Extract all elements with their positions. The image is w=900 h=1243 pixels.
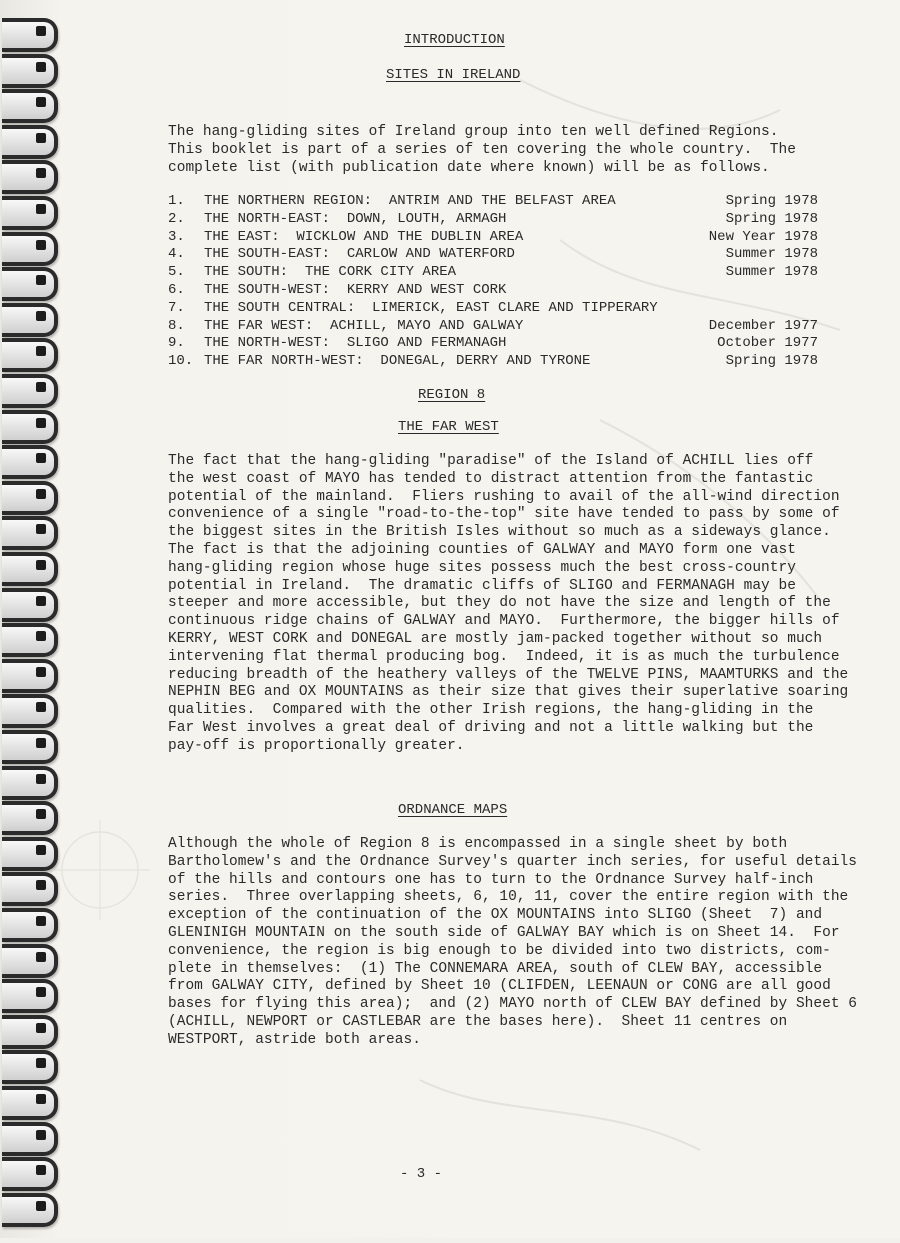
region-date: Spring 1978 [725,210,818,227]
intro-paragraph: The hang-gliding sites of Ireland group into ten well defined Regions. This booklet is part of a series of ten covering the whole country. The complete list (with publication date where known) will be as follows. [168,124,796,176]
ordnance-maps-paragraph: Although the whole of Region 8 is encompassed in a single sheet by both Bartholomew's and the Ordnance Survey's quarter inch series, for useful details of the hills and contours one has to turn to the Ordnance Survey half-inch series. Three overlapping sheets, 6, 10, 11, cover the entire region with the exception of the continuation of the OX MOUNTAINS into SLIGO (Sheet 7) and GLENINIGH MOUNTAIN on the south side of GALWAY BAY which is on Sheet 14. For convenience, the region is big enough to be divided into two districts, com- plete in themselves: (1) The CONNEMARA AREA, south of CLEW BAY, accessible from GALWAY CITY, defined by Sheet 10 (CLIFDEN, LEENAUN or CONG are all good bases for flying this area); and (2) MAYO north of CLEW BAY defined by Sheet 6 (ACHILL, NEWPORT or CASTLEBAR are the bases here). Sheet 11 centres on WESTPORT, astride both areas. [168,836,857,1048]
region-list-item [168,193,818,211]
region-list-item [168,300,818,318]
region-num: 3. [168,228,185,245]
region-label: THE FAR WEST: ACHILL, MAYO AND GALWAY [204,317,524,334]
region-date: October 1977 [717,335,818,352]
region-list-item [168,318,818,336]
region-date: Spring 1978 [725,353,818,370]
region-label: THE NORTH-WEST: SLIGO AND FERMANAGH [204,335,507,352]
region-label: THE SOUTH-WEST: KERRY AND WEST CORK [204,281,507,298]
region-label: THE EAST: WICKLOW AND THE DUBLIN AREA [204,228,524,245]
region-list-item [168,211,818,229]
region-list-item [168,353,818,371]
ordnance-maps-heading: ORDNANCE MAPS [398,802,508,818]
far-west-heading: THE FAR WEST [398,419,499,435]
region-date: Summer 1978 [725,246,818,263]
region-label: THE SOUTH: THE CORK CITY AREA [204,264,457,281]
region-num: 6. [168,281,185,298]
region-num: 9. [168,335,185,352]
region-label: THE SOUTH-EAST: CARLOW AND WATERFORD [204,246,515,263]
region-date: Summer 1978 [725,264,818,281]
region-date: December 1977 [708,317,818,334]
region-date [688,300,818,318]
region-num: 10. [168,353,194,370]
far-west-paragraph: The fact that the hang-gliding "paradise" of the Island of ACHILL lies off the west coast of MAYO has tended to distract attention from the fantastic potential of the mainland. Fliers rushing to avail of the all-wind direction convenience of a single "road-to-the-top" site have tended to pass by some of the biggest sites in the British Isles without so much as a sideways glance. The fact is that the adjoining counties of GALWAY and MAYO form one vast hang-gliding region whose huge sites possess much the best cross-country potential in Ireland. The dramatic cliffs of SLIGO and FERMANAGH may be steeper and more accessible, but they do not have the size and length of the continuous ridge chains of GALWAY and MAYO. Furthermore, the bigger hills of KERRY, WEST CORK and DONEGAL are mostly jam-packed together without so much intervening flat thermal producing bog. Indeed, it is as much the turbulence reducing breadth of the heathery valleys of the TWELVE PINS, MAAMTURKS and the NEPHIN BEG and OX MOUNTAINS as their size that gives their superlative soaring qualities. Compared with the other Irish regions, the hang-gliding in the Far West involves a great deal of driving and not a little walking but the pay-off is proportionally greater. [168,453,849,754]
region-date: New Year 1978 [708,228,818,245]
sites-in-ireland-heading: SITES IN IRELAND [386,67,521,83]
introduction-heading: INTRODUCTION [404,32,505,48]
page-number: - 3 - [400,1166,443,1182]
region-list-item [168,229,818,247]
region-8-heading: REGION 8 [418,387,486,403]
region-list-item [168,246,818,264]
region-list-item [168,335,818,353]
region-num: 5. [168,264,185,281]
regions-list [168,193,818,371]
region-list-item [168,264,818,282]
region-num: 8. [168,317,185,334]
region-num: 2. [168,210,185,227]
region-label: THE FAR NORTH-WEST: DONEGAL, DERRY AND TYRONE [204,353,591,370]
region-label: THE SOUTH CENTRAL: LIMERICK, EAST CLARE AND TIPPERARY [204,299,658,316]
region-date [688,282,818,300]
region-list-item [168,282,818,300]
region-label: THE NORTHERN REGION: ANTRIM AND THE BELFAST AREA [204,193,616,209]
region-num: 4. [168,246,185,263]
region-num: 1. [168,193,185,209]
region-num: 7. [168,299,185,316]
region-date: Spring 1978 [725,193,818,209]
region-label: THE NORTH-EAST: DOWN, LOUTH, ARMAGH [204,210,507,227]
